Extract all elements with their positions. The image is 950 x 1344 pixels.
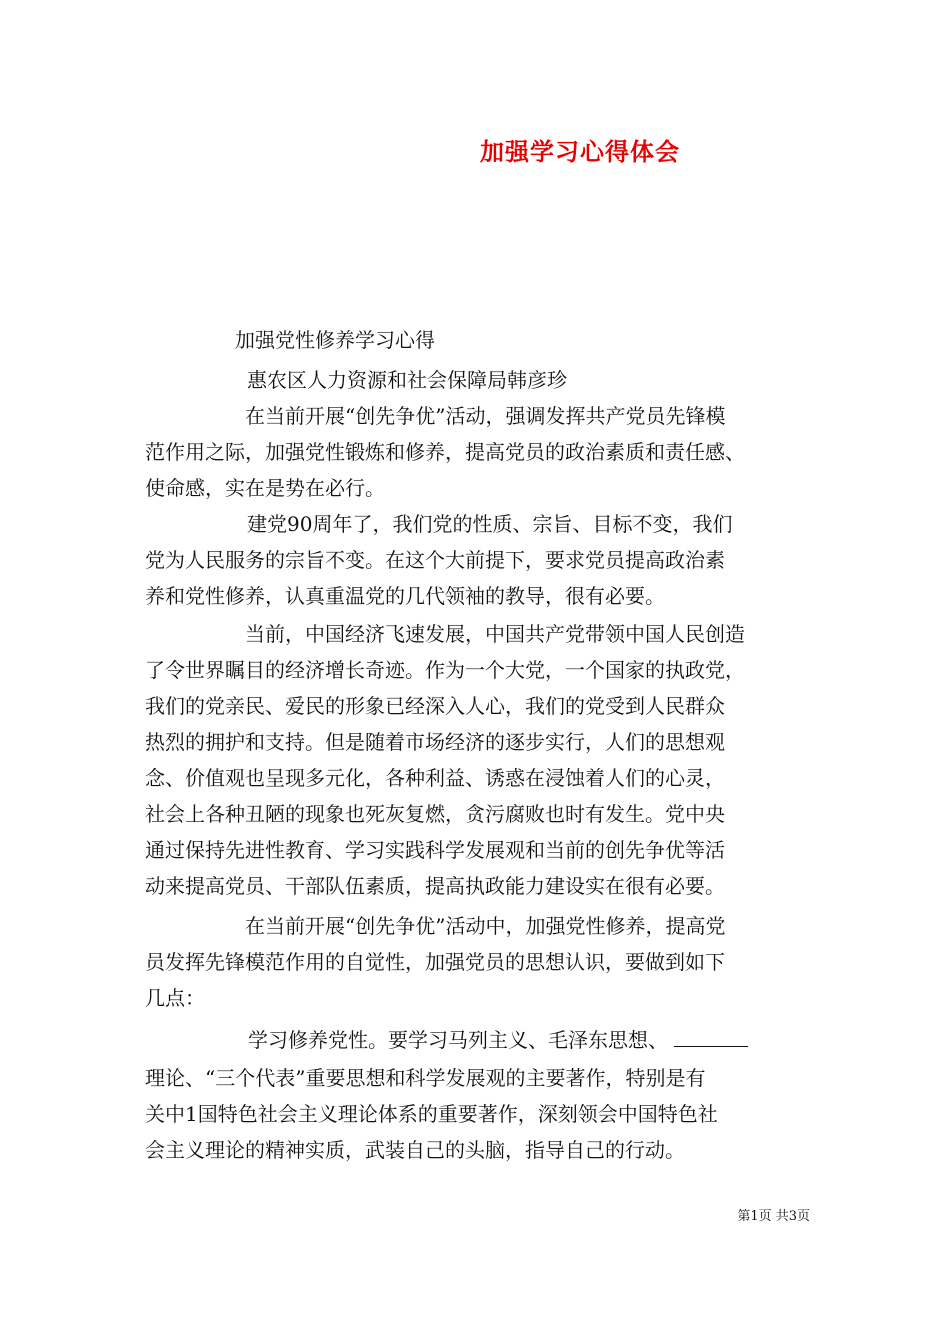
paragraph-line: 党为人民服务的宗旨不变。在这个大前提下，要求党员提高政治素 [145,548,725,572]
paragraph-line: 当前，中国经济飞速发展，中国共产党带领中国人民创造 [245,622,745,646]
article-subtitle: 加强党性修养学习心得 [235,328,435,352]
page-number-footer: 第1页 共3页 [737,1209,810,1224]
paragraph-line: 了令世界瞩目的经济增长奇迹。作为一个大党，一个国家的执政党， [145,658,745,682]
paragraph-line: 我们的党亲民、爱民的形象已经深入人心，我们的党受到人民群众 [145,694,725,718]
paragraph-line: 会主义理论的精神实质，武装自己的头脑，指导自己的行动。 [145,1138,685,1162]
paragraph-line: 在当前开展“创先争优”活动中，加强党性修养，提高党 [245,914,726,938]
paragraph-line: 社会上各种丑陋的现象也死灰复燃，贪污腐败也时有发生。党中央 [145,802,725,826]
document-title: 加强学习心得体会 [480,137,680,166]
paragraph-line: 通过保持先进性教育、学习实践科学发展观和当前的创先争优等活 [145,838,725,862]
paragraph-line: 热烈的拥护和支持。但是随着市场经济的逐步实行，人们的思想观 [145,730,725,754]
paragraph-line: 使命感，实在是势在必行。 [145,476,385,500]
fill-in-blank [674,1028,748,1047]
author-line: 惠农区人力资源和社会保障局韩彦珍 [247,368,567,392]
paragraph-line-with-blank [248,1026,748,1054]
paragraph-line: 在当前开展“创先争优”活动，强调发挥共产党员先锋模 [245,404,726,428]
paragraph-line: 养和党性修养，认真重温党的几代领袖的教导，很有必要。 [145,584,665,608]
paragraph-line-text: 学习修养党性。要学习马列主义、毛泽东思想、 [248,1028,668,1052]
paragraph-line: 理论、“三个代表”重要思想和科学发展观的主要著作，特别是有 [145,1066,706,1090]
paragraph-line: 念、价值观也呈现多元化，各种利益、诱惑在浸蚀着人们的心灵， [145,766,725,790]
paragraph-line: 范作用之际，加强党性锻炼和修养，提高党员的政治素质和责任感、 [145,440,745,464]
paragraph-line: 动来提高党员、干部队伍素质，提高执政能力建设实在很有必要。 [145,874,725,898]
paragraph-line: 员发挥先锋模范作用的自觉性，加强党员的思想认识，要做到如下 [145,950,725,974]
paragraph-line: 建党90周年了，我们党的性质、宗旨、目标不变，我们 [247,512,733,536]
paragraph-line: 关中1国特色社会主义理论体系的重要著作，深刻领会中国特色社 [145,1102,718,1126]
paragraph-line: 几点： [145,986,205,1010]
